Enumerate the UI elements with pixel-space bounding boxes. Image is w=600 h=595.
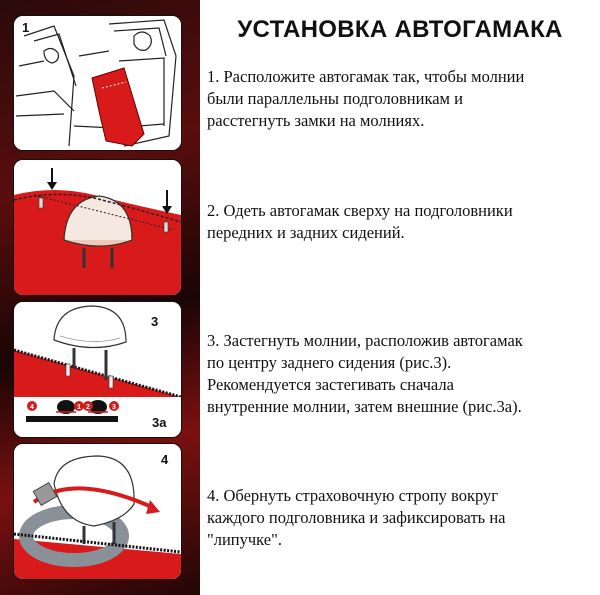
step-3-illustration xyxy=(14,302,181,437)
strap-drawing xyxy=(14,444,181,579)
step-1-badge: 1 xyxy=(22,20,30,35)
page-title: УСТАНОВКА АВТОГАМАКА xyxy=(237,16,563,43)
step-1-text: 1. Расположите автогамак так, чтобы молнии были параллельны подголовникам и расстегнуть замки на молниях. xyxy=(207,67,525,130)
step-3-text: 3. Застегнуть молнии, расположив автогамак по центру заднего сидения (рис.3). Рекомендуется застегивать сначала внутренние молнии, затем внешние (рис.3а). xyxy=(207,331,523,416)
marker-1: 1 xyxy=(77,404,81,411)
step-4-badge: 4 xyxy=(161,452,169,467)
step-4-illustration xyxy=(14,444,181,579)
marker-3: 3 xyxy=(112,404,116,411)
marker-2: 2 xyxy=(86,404,90,411)
illustration-strip xyxy=(0,0,200,595)
step-2-illustration xyxy=(14,160,181,295)
marker-4: 4 xyxy=(30,404,34,411)
step-3a-badge: 3a xyxy=(152,415,167,430)
car-seats-drawing xyxy=(14,16,181,150)
step-1-illustration xyxy=(14,16,181,150)
step-3-badge: 3 xyxy=(151,314,159,329)
step-2-text: 2. Одеть автогамак сверху на подголовники передних и задних сидений. xyxy=(207,201,513,242)
headrest-hammock-drawing xyxy=(14,160,181,295)
step-4-text: 4. Обернуть страховочную стропу вокруг каждого подголовника и зафиксировать на "липучке". xyxy=(207,486,506,549)
